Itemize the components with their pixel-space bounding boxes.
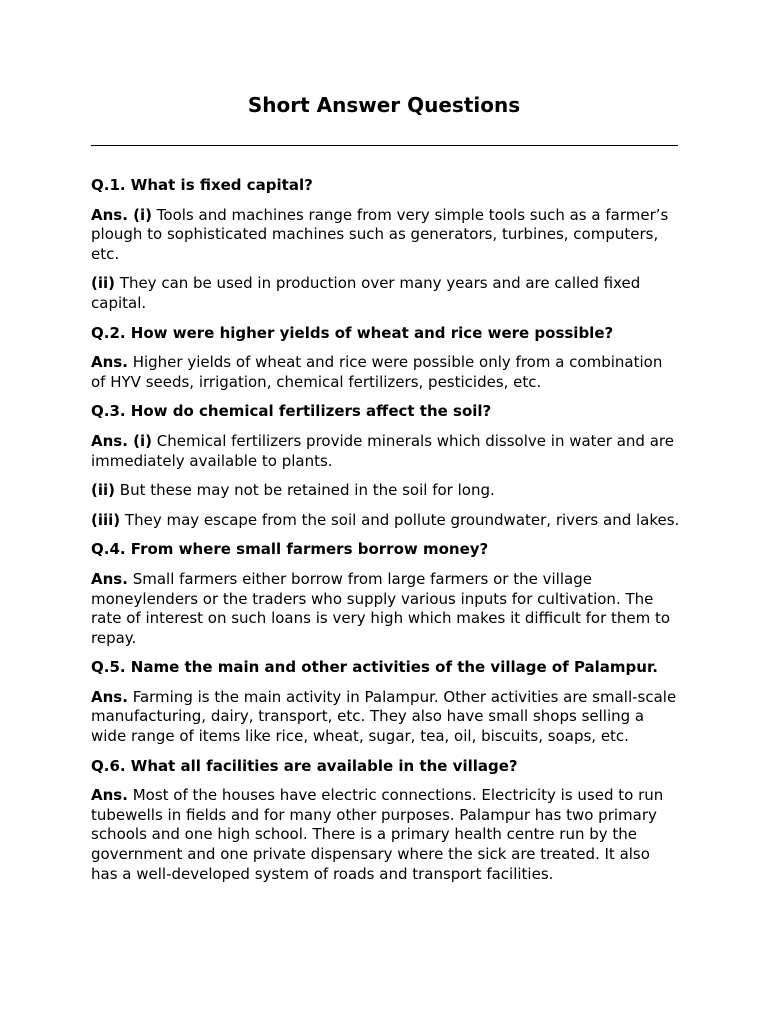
answer-label: Ans. <box>91 353 128 372</box>
answer <box>91 511 681 531</box>
question: Q.5. Name the main and other activities of the village of Palampur. <box>91 658 658 677</box>
answer <box>91 274 681 313</box>
title-divider <box>91 145 678 146</box>
answer-label: Ans. <box>91 687 128 706</box>
answer-text: Chemical fertilizers provide minerals which dissolve in water and are immediately available to plants. <box>91 431 674 470</box>
qa-item-1 <box>91 176 681 314</box>
answer <box>91 688 681 747</box>
question: Q.4. From where small farmers borrow money? <box>91 540 489 559</box>
question: Q.6. What all facilities are available in the village? <box>91 756 518 775</box>
qa-item-5 <box>91 658 681 746</box>
answer-text: Farming is the main activity in Palampur. Other activities are small-scale manufacturing, dairy, transport, etc. They also have small shops selling a wide range of items like rice, wheat, sugar, tea, oil, biscuits, soaps, etc. <box>91 687 677 746</box>
qa-item-3 <box>91 402 681 530</box>
answer <box>91 206 681 265</box>
answer <box>91 432 681 471</box>
question: Q.2. How were higher yields of wheat and rice were possible? <box>91 323 614 342</box>
answer-text: Most of the houses have electric connections. Electricity is used to run tubewells in fields and for many other purposes. Palampur has two primary schools and one high school. There is a primary health centre run by the government and one private dispensary where the sick are treated. It also has a well-developed system of roads and transport facilities. <box>91 786 664 883</box>
qa-item-6 <box>91 757 681 885</box>
answer-label: Ans. (i) <box>91 431 152 450</box>
answer-text: They may escape from the soil and pollute groundwater, rivers and lakes. <box>124 510 680 529</box>
answer-label: Ans. <box>91 786 128 805</box>
qa-item-4 <box>91 540 681 648</box>
answer-text: Tools and machines range from very simple tools such as a farmer’s plough to sophisticated machines such as generators, turbines, computers, etc. <box>91 205 669 263</box>
page-title: Short Answer Questions <box>247 93 521 117</box>
question: Q.1. What is fixed capital? <box>91 176 313 194</box>
answer-label: Ans. <box>91 569 128 588</box>
answer-label: Ans. (i) <box>91 205 152 224</box>
question: Q.3. How do chemical fertilizers affect the soil? <box>91 402 492 421</box>
answer-text: They can be used in production over many years and are called fixed capital. <box>91 274 641 312</box>
answer <box>91 481 681 501</box>
answer-label: (ii) <box>91 481 115 500</box>
qa-item-2 <box>91 324 681 393</box>
answer-text: But these may not be retained in the soil for long. <box>119 481 495 500</box>
answer-label: (ii) <box>91 274 115 293</box>
answer-text: Small farmers either borrow from large farmers or the village moneylenders or the traders who supply various inputs for cultivation. The rate of interest on such loans is very high which makes it difficult for them to repay. <box>91 569 671 647</box>
answer <box>91 570 681 648</box>
answer-text: Higher yields of wheat and rice were possible only from a combination of HYV seeds, irrigation, chemical fertilizers, pesticides, etc. <box>91 353 663 391</box>
answer <box>91 353 681 392</box>
answer-label: (iii) <box>91 510 121 529</box>
answer <box>91 786 681 884</box>
qa-list <box>91 176 681 894</box>
